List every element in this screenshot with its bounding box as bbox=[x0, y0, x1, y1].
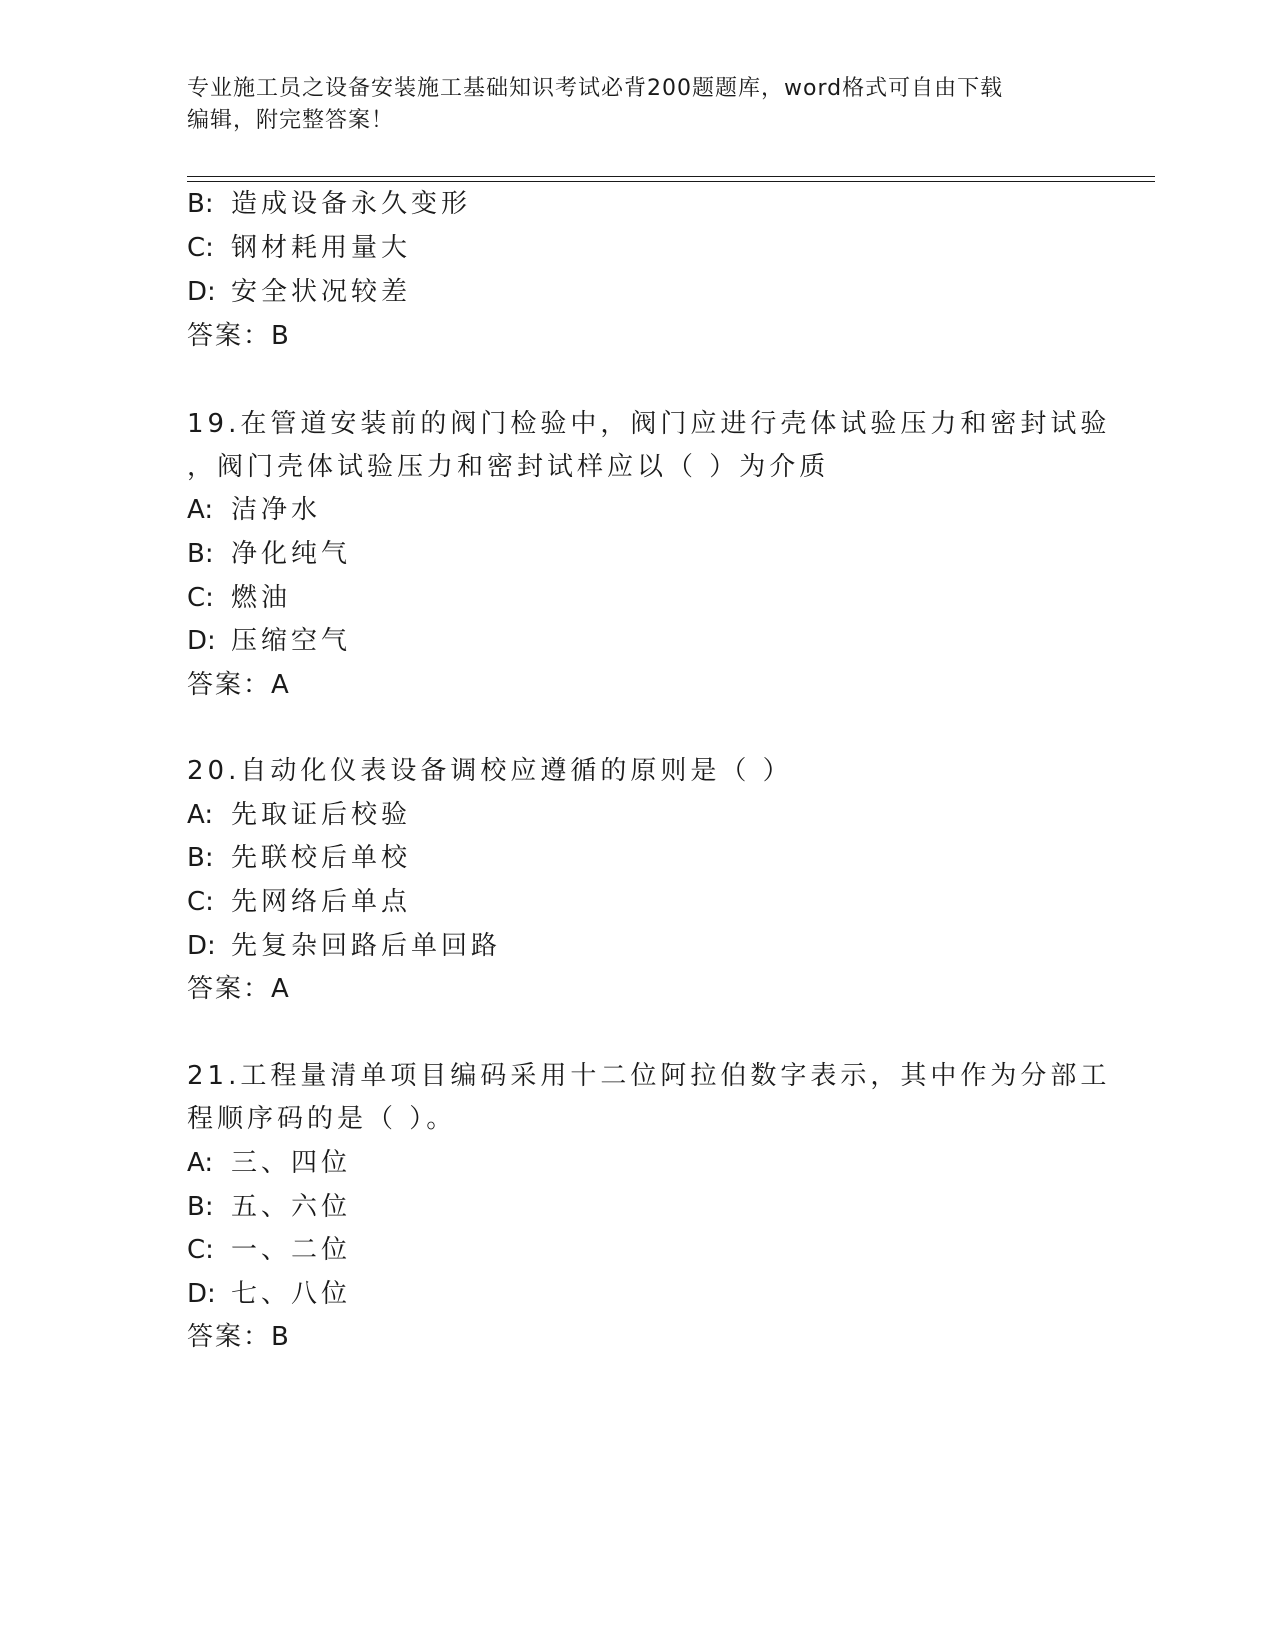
option-letter: C: bbox=[187, 1235, 214, 1265]
option-letter: B: bbox=[187, 843, 214, 873]
option-text: 五、六位 bbox=[231, 1192, 352, 1222]
option-text: 先取证后校验 bbox=[231, 800, 412, 830]
option-text: 七、八位 bbox=[231, 1279, 352, 1309]
question-stem-line: 程顺序码的是（ ）。 bbox=[187, 1104, 457, 1134]
option-letter: B: bbox=[187, 189, 214, 219]
answer-line: 答案：A bbox=[187, 974, 291, 1004]
option-letter: D: bbox=[187, 626, 216, 656]
option-text: 压缩空气 bbox=[231, 626, 352, 656]
option-letter: C: bbox=[187, 583, 214, 613]
question-stem-line: 19.在管道安装前的阀门检验中，阀门应进行壳体试验压力和密封试验 bbox=[187, 409, 1111, 439]
question-stem-line: 20.自动化仪表设备调校应遵循的原则是（ ） bbox=[187, 756, 793, 786]
question-stem-line: ，阀门壳体试验压力和密封试样应以（ ）为介质 bbox=[187, 452, 830, 482]
header-divider-top bbox=[187, 176, 1155, 177]
option-line bbox=[187, 1233, 351, 1267]
option-text: 三、四位 bbox=[231, 1148, 352, 1178]
option-text: 一、二位 bbox=[231, 1235, 352, 1265]
option-letter: B: bbox=[187, 539, 214, 569]
option-letter: A: bbox=[187, 800, 214, 830]
option-letter: A: bbox=[187, 495, 214, 525]
option-text: 燃油 bbox=[231, 583, 292, 613]
question-stem-line: 21.工程量清单项目编码采用十二位阿拉伯数字表示，其中作为分部工 bbox=[187, 1061, 1111, 1091]
option-line bbox=[187, 1146, 351, 1180]
option-letter: D: bbox=[187, 277, 216, 307]
option-line bbox=[187, 1277, 351, 1311]
header-line-2: 编辑，附完整答案！ bbox=[187, 108, 395, 133]
option-letter: A: bbox=[187, 1148, 214, 1178]
option-line bbox=[187, 1190, 351, 1224]
header-divider-bottom bbox=[187, 181, 1155, 182]
answer-line: 答案：B bbox=[187, 1322, 291, 1352]
option-line bbox=[187, 493, 321, 527]
option-line bbox=[187, 841, 411, 875]
option-line bbox=[187, 624, 351, 658]
option-line bbox=[187, 885, 411, 919]
answer-line: 答案：A bbox=[187, 670, 291, 700]
option-letter: B: bbox=[187, 1192, 214, 1222]
option-line bbox=[187, 798, 411, 832]
option-line bbox=[187, 537, 351, 571]
option-text: 先网络后单点 bbox=[231, 887, 412, 917]
option-letter: C: bbox=[187, 887, 214, 917]
answer-line: 答案：B bbox=[187, 321, 291, 351]
option-letter: C: bbox=[187, 233, 214, 263]
option-letter: D: bbox=[187, 931, 216, 961]
option-line bbox=[187, 929, 501, 963]
option-text: 先复杂回路后单回路 bbox=[231, 931, 502, 961]
option-line bbox=[187, 231, 411, 265]
option-text: 洁净水 bbox=[231, 495, 322, 525]
option-text: 先联校后单校 bbox=[231, 843, 412, 873]
option-letter: D: bbox=[187, 1279, 216, 1309]
option-line bbox=[187, 581, 291, 615]
option-text: 净化纯气 bbox=[231, 539, 352, 569]
option-text: 造成设备永久变形 bbox=[231, 189, 472, 219]
header-line-1: 专业施工员之设备安装施工基础知识考试必背200题题库，word格式可自由下载 bbox=[187, 76, 1004, 101]
option-text: 钢材耗用量大 bbox=[231, 233, 412, 263]
option-text: 安全状况较差 bbox=[231, 277, 412, 307]
option-line bbox=[187, 187, 471, 221]
document-header bbox=[187, 73, 1067, 137]
option-line bbox=[187, 275, 411, 309]
